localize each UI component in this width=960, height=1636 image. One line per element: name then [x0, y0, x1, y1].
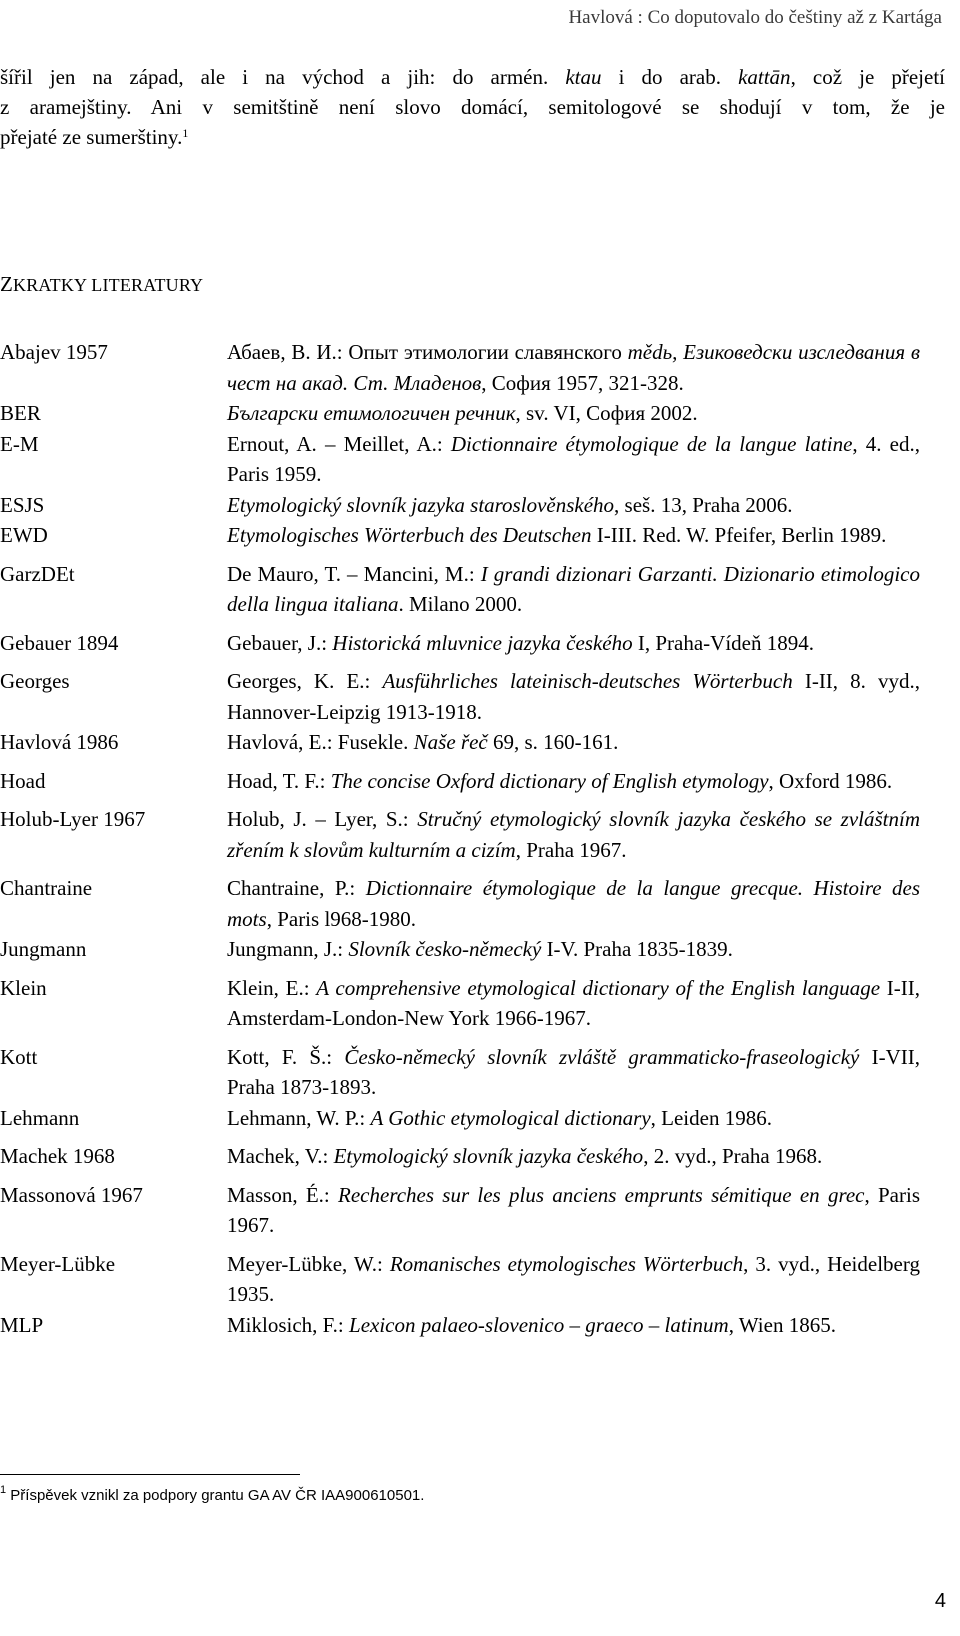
reference-citation [227, 766, 920, 797]
citation-text: Ernout, A. – Meillet, A.: [227, 431, 451, 456]
reference-abbreviation: BER [0, 401, 41, 425]
reference-entry [0, 1180, 920, 1241]
reference-citation [227, 1249, 920, 1310]
page-number: 4 [934, 1590, 946, 1612]
citation-text: , Oxford 1986. [768, 768, 893, 793]
citation-title: Naše řeč [413, 730, 488, 754]
citation-title: Etymologický slovník jazyka staroslověnského [227, 492, 615, 517]
reference-abbreviation: Jungmann [0, 937, 87, 961]
reference-entry [0, 1042, 920, 1103]
reference-entry [0, 520, 920, 551]
intro-line-2: z aramejštiny. Ani v semitštině není slovo domácí, semitologové se shodují v tom, že je [0, 95, 945, 119]
reference-abbreviation: Meyer-Lübke [0, 1251, 116, 1276]
reference-citation [227, 1042, 920, 1103]
citation-text: Havlová, E.: Fusekle. [227, 730, 414, 754]
reference-abbreviation: MLP [0, 1312, 44, 1337]
reference-citation [227, 337, 920, 398]
reference-abbreviation: Holub-Lyer 1967 [0, 807, 146, 831]
reference-citation [227, 520, 920, 551]
citation-text: Kott, F. Š.: [227, 1044, 345, 1069]
citation-text: , 3. vyd., Heidelberg 1935. [227, 1251, 920, 1306]
reference-entry [0, 766, 920, 797]
citation-text: , Praha 1967. [515, 837, 627, 862]
citation-text: , София 1957, 321-328. [481, 370, 684, 395]
reference-abbreviation: Massonová 1967 [0, 1182, 143, 1207]
citation-text: , 4. ed., Paris 1959. [227, 431, 920, 486]
citation-title: Historická mluvnice jazyka českého [332, 630, 633, 655]
citation-text: I-VII, Praha 1873-1893. [227, 1044, 920, 1099]
intro-term: ktau [565, 65, 602, 89]
reference-abbreviation: Havlová 1986 [0, 730, 119, 754]
footnote-rule [0, 1474, 300, 1475]
reference-abbreviation: Georges [0, 669, 70, 693]
citation-text: Hoad, T. F.: [227, 768, 331, 793]
heading-initial: Z [0, 272, 14, 296]
citation-text: Machek, V.: [227, 1144, 334, 1168]
reference-entry [0, 934, 920, 965]
intro-text: i do arab. [601, 65, 739, 89]
citation-text: 69, s. 160-161. [487, 730, 619, 754]
reference-entry [0, 1249, 920, 1310]
reference-entry [0, 398, 920, 429]
citation-title: Dictionnaire étymologique de la langue latine [450, 431, 853, 456]
reference-entry [0, 873, 920, 934]
reference-abbreviation: Klein [0, 975, 47, 1000]
citation-title: Recherches sur les plus anciens emprunts sémitique en grec [338, 1182, 865, 1207]
reference-entry [0, 804, 920, 865]
citation-text: Miklosich, F.: [227, 1312, 350, 1337]
reference-entry [0, 429, 920, 490]
footnote-text: Příspěvek vznikl za podpory grantu GA AV ČR IAA900610501. [10, 1487, 425, 1504]
citation-title: Česko-německý slovník zvláště grammaticko-fraseologický [344, 1044, 860, 1069]
reference-entry [0, 490, 920, 521]
reference-citation [227, 1310, 920, 1341]
citation-text: I-V. Praha 1835-1839. [541, 937, 733, 961]
reference-citation [227, 873, 920, 934]
reference-entry [0, 666, 920, 727]
citation-text: , Paris l968-1980. [266, 906, 417, 931]
reference-abbreviation: Gebauer 1894 [0, 630, 119, 655]
reference-entry [0, 559, 920, 620]
citation-title: A comprehensive etymological dictionary of the English language [316, 975, 881, 1000]
reference-citation [227, 973, 920, 1034]
intro-text: , což je přejetí [790, 65, 945, 89]
citation-text: Jungmann, J.: [227, 937, 349, 961]
reference-abbreviation: Chantraine [0, 876, 93, 900]
citation-title: Etymologický slovník jazyka českého [333, 1144, 644, 1168]
citation-title: Slovník česko-německý [348, 937, 542, 961]
citation-title: The concise Oxford dictionary of English etymology [330, 768, 769, 793]
reference-abbreviation: Abajev 1957 [0, 340, 108, 364]
citation-text: Masson, É.: [227, 1182, 339, 1207]
reference-citation [227, 804, 920, 865]
citation-text: , Paris 1967. [227, 1182, 920, 1237]
citation-title: Lexicon palaeo-slovenico – graeco – latinum [349, 1312, 729, 1337]
footnote-marker: 1 [0, 1484, 7, 1496]
running-head: Havlová : Co doputovalo do češtiny až z Kartága [568, 7, 942, 28]
citation-text: I-II, 8. vyd., Hannover-Leipzig 1913-1918. [227, 669, 920, 724]
citation-text: Holub, J. – Lyer, S.: [227, 807, 418, 831]
reference-abbreviation: Hoad [0, 768, 46, 793]
citation-title: Romanisches etymologisches Wörterbuch [389, 1251, 744, 1276]
footnote [0, 1484, 425, 1504]
reference-citation [227, 1180, 920, 1241]
citation-title: I grandi dizionari Garzanti. Dizionario etimologico della lingua italiana [227, 561, 921, 616]
citation-text: , seš. 13, Praha 2006. [614, 492, 793, 517]
intro-term: kattān [738, 65, 791, 89]
reference-citation [227, 398, 920, 429]
reference-citation [227, 1141, 920, 1172]
reference-abbreviation: Lehmann [0, 1105, 80, 1130]
citation-text: I, Praha-Vídeň 1894. [632, 630, 814, 655]
citation-text: Gebauer, J.: [227, 630, 333, 655]
reference-list [0, 337, 920, 1340]
citation-text: , Wien 1865. [728, 1312, 836, 1337]
citation-text: Georges, K. E.: [227, 669, 383, 693]
reference-abbreviation: GarzDEt [0, 561, 75, 586]
reference-citation [227, 1103, 920, 1134]
reference-abbreviation: EWD [0, 523, 48, 547]
citation-text: , sv. VI, София 2002. [515, 401, 698, 425]
footnote-reference[interactable]: 1 [182, 126, 189, 140]
citation-text: De Mauro, T. – Mancini, M.: [227, 561, 481, 586]
heading-rest: KRATKY LITERATURY [13, 275, 204, 295]
citation-title: Dictionnaire étymologique de la langue grecque. Histoire des mots [227, 876, 920, 931]
reference-entry [0, 337, 920, 398]
section-heading [0, 272, 203, 297]
reference-citation [227, 559, 920, 620]
reference-entry [0, 1141, 920, 1172]
citation-title: mědь, Езиковедски изследвания в чест на акад. Ст. Младенов [227, 340, 920, 395]
reference-citation [227, 628, 920, 659]
citation-text: Meyer-Lübke, W.: [227, 1251, 390, 1276]
reference-abbreviation: Machek 1968 [0, 1144, 115, 1168]
reference-entry [0, 973, 920, 1034]
reference-abbreviation: E-M [0, 431, 39, 456]
citation-title: Etymologisches Wörterbuch des Deutschen [227, 523, 592, 547]
intro-text: přejaté ze sumerštiny. [0, 125, 183, 149]
citation-text: . Milano 2000. [398, 592, 523, 616]
citation-text: Klein, E.: [227, 975, 317, 1000]
intro-paragraph [0, 62, 945, 152]
reference-entry [0, 727, 920, 758]
citation-text: I-II, Amsterdam-London-New York 1966-1967. [227, 975, 920, 1030]
reference-citation [227, 727, 920, 758]
citation-title: Ausführliches lateinisch-deutsches Wörterbuch [382, 669, 793, 693]
intro-line-1 [0, 62, 945, 92]
reference-entry [0, 1103, 920, 1134]
citation-title: A Gothic etymological dictionary [370, 1105, 651, 1130]
reference-citation [227, 490, 920, 521]
citation-text: Chantraine, P.: [227, 876, 366, 900]
reference-entry [0, 1310, 920, 1341]
reference-citation [227, 429, 920, 490]
reference-abbreviation: ESJS [0, 492, 45, 517]
citation-text: Lehmann, W. P.: [227, 1105, 371, 1130]
intro-line-3 [0, 122, 945, 152]
intro-text: šířil jen na západ, ale i na východ a jih: do armén. [0, 65, 566, 89]
reference-citation [227, 934, 920, 965]
citation-title: Stručný etymologický slovník jazyka českého se zvláštním zřením k slovům kulturním a cizím [227, 807, 921, 862]
citation-text: I-III. Red. W. Pfeifer, Berlin 1989. [591, 523, 887, 547]
citation-title: Български етимологичен речник [227, 401, 516, 425]
reference-abbreviation: Kott [0, 1044, 38, 1069]
citation-text: , Leiden 1986. [650, 1105, 772, 1130]
reference-citation [227, 666, 920, 727]
citation-text: , 2. vyd., Praha 1968. [643, 1144, 823, 1168]
reference-entry [0, 628, 920, 659]
citation-text: Абаев, В. И.: Опыт этимологии славянского [227, 340, 628, 364]
